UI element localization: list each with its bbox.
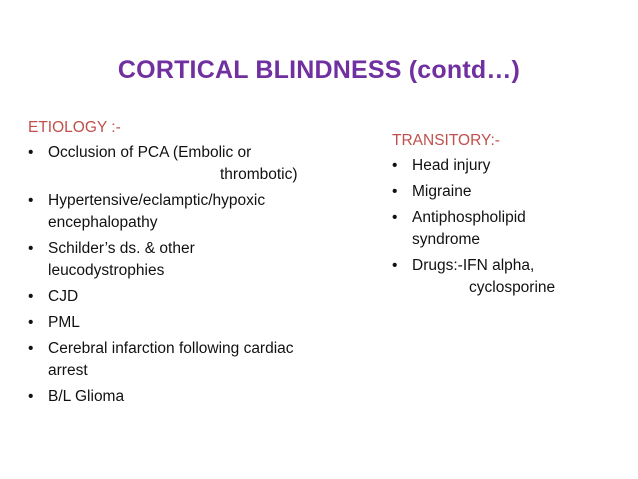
list-item: • Schilder’s ds. & other leucodystrophies	[28, 240, 195, 279]
transitory-heading: TRANSITORY:-	[392, 132, 500, 149]
bullet-icon: •	[392, 183, 398, 200]
bullet-icon: •	[392, 257, 398, 274]
transitory-column	[392, 130, 632, 303]
list-item: • Head injury	[392, 155, 632, 177]
bullet-icon: •	[392, 209, 398, 226]
bullet-icon: •	[392, 157, 398, 174]
list-item: • CJD	[28, 286, 373, 308]
bullet-icon: •	[28, 288, 34, 305]
bullet-icon: •	[28, 314, 34, 331]
bullet-icon: •	[28, 144, 34, 161]
list-item: • PML	[28, 312, 373, 334]
list-item: • Cerebral infarction following cardiac arrest	[28, 340, 294, 379]
etiology-list	[28, 142, 373, 408]
bullet-icon: •	[28, 388, 34, 405]
bullet-icon: •	[28, 240, 34, 257]
list-item: • Drugs:-IFN alpha, cyclosporine	[392, 257, 556, 296]
bullet-icon: •	[28, 192, 34, 209]
etiology-column	[28, 117, 373, 412]
list-item: • Antiphospholipid syndrome	[392, 209, 526, 248]
list-item: • B/L Glioma	[28, 386, 373, 408]
list-item: • Migraine	[392, 181, 632, 203]
slide-title: CORTICAL BLINDNESS (contd…)	[117, 56, 521, 84]
list-item: • Occlusion of PCA (Embolic or thrombotic)	[28, 144, 298, 183]
bullet-icon: •	[28, 340, 34, 357]
transitory-list	[392, 155, 632, 299]
list-item: • Hypertensive/eclamptic/hypoxic encephalopathy	[28, 192, 266, 231]
etiology-heading: ETIOLOGY :-	[28, 119, 121, 136]
